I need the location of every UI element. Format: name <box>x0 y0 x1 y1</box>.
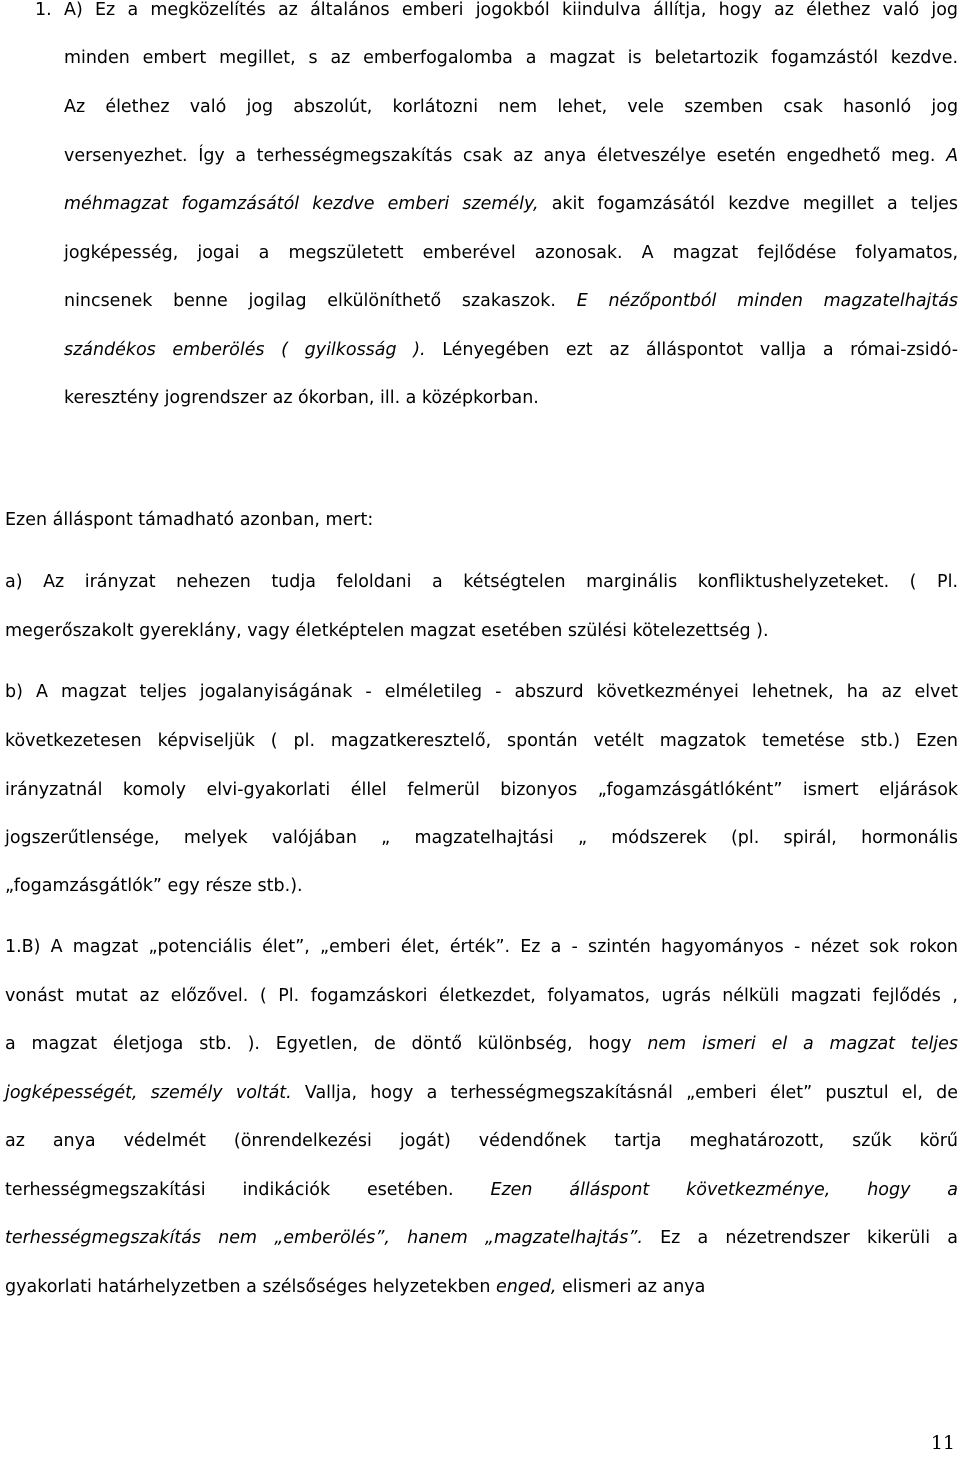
text-span: Ezen álláspont támadható azonban, mert: <box>5 510 374 530</box>
text-span: vonást mutat az előzővel. ( Pl. fogamzáskori életkezdet, folyamatos, ugrás nélküli magzati fejlődés , <box>5 986 958 1006</box>
text-line <box>64 241 958 265</box>
text-line <box>64 192 958 216</box>
text-line <box>64 95 958 119</box>
italic-text: méhmagzat fogamzásától kezdve emberi személy, <box>64 194 539 214</box>
text-span: Ez a nézetrendszer kikerüli a <box>642 1228 958 1248</box>
text-line <box>5 984 958 1008</box>
text-line <box>5 1032 958 1056</box>
text-line <box>5 729 958 753</box>
italic-text: enged, <box>495 1277 557 1297</box>
text-span: jogszerűtlensége, melyek valójában „ magzatelhajtási „ módszerek (pl. spirál, hormonális <box>5 828 958 848</box>
text-line <box>5 935 958 959</box>
text-span: jogképesség, jogai a megszületett emberével azonosak. A magzat fejlődése folyamatos, <box>64 243 959 263</box>
text-line <box>5 1081 958 1105</box>
text-line <box>5 508 373 532</box>
text-span: akit fogamzásától kezdve megillet a teljes <box>538 194 959 214</box>
text-span: irányzatnál komoly elvi-gyakorlati éllel felmerül bizonyos „fogamzásgátlóként” ismert eljárások <box>5 780 958 800</box>
text-line <box>64 338 958 362</box>
text-span: terhességmegszakítási indikációk esetében. <box>5 1180 491 1200</box>
text-line <box>5 826 958 850</box>
text-line <box>5 1226 958 1250</box>
text-span: a) Az irányzat nehezen tudja feloldani a kétségtelen marginális konfliktushelyzeteket. ( Pl. <box>5 572 958 592</box>
italic-text: szándékos emberölés ( gyilkosság ). <box>64 340 426 360</box>
text-line <box>64 386 958 410</box>
text-line <box>5 1275 705 1299</box>
italic-text: E nézőpontból minden magzatelhajtás <box>576 291 959 311</box>
italic-text: terhességmegszakítás nem „emberölés”, hanem „magzatelhajtás”. <box>5 1228 643 1248</box>
text-line <box>5 874 303 898</box>
text-span: gyakorlati határhelyzetben a szélsőséges helyzetekben <box>5 1277 496 1297</box>
text-span: minden embert megillet, s az emberfogalomba a magzat is beletartozik fogamzástól kezdve. <box>64 48 959 68</box>
text-line <box>5 680 958 704</box>
italic-text: Ezen álláspont következménye, hogy a <box>490 1180 958 1200</box>
text-line <box>64 289 958 313</box>
text-span: Lényegében ezt az álláspontot vallja a római-zsidó- <box>425 340 959 360</box>
text-line <box>64 144 958 168</box>
text-span: nincsenek benne jogilag elkülöníthető szakaszok. <box>64 291 577 311</box>
text-line <box>5 1129 958 1153</box>
text-span: b) A magzat teljes jogalanyiságának - elméletileg - abszurd következményei lehetnek, ha az elvet <box>5 682 958 702</box>
text-span: következetesen képviseljük ( pl. magzatkeresztelő, spontán vetélt magzatok temetése stb.) Ezen <box>5 731 958 751</box>
text-span: keresztény jogrendszer az ókorban, ill. a középkorban. <box>64 388 539 408</box>
text-line <box>5 1178 958 1202</box>
text-span: A) Ez a megközelítés az általános emberi jogokból kiindulva állítja, hogy az élethez való jog <box>64 0 959 20</box>
text-line <box>5 619 769 643</box>
text-span: 1.B) A magzat „potenciális élet”, „emberi élet, érték”. Ez a - szintén hagyományos - nézet sok rokon <box>5 937 958 957</box>
text-line <box>5 778 958 802</box>
page-number: 11 <box>930 1432 955 1454</box>
text-span: elismeri az anya <box>556 1277 706 1297</box>
text-span: Az élethez való jog abszolút, korlátozni nem lehet, vele szemben csak hasonló jog <box>64 97 959 117</box>
text-line <box>64 0 958 22</box>
text-line <box>5 570 958 594</box>
italic-text: A <box>946 146 959 166</box>
italic-text: jogképességét, személy voltát. <box>5 1083 292 1103</box>
text-line <box>64 46 958 70</box>
text-span: „fogamzásgátlók” egy része stb.). <box>5 876 303 896</box>
text-span: versenyezhet. Így a terhességmegszakítás csak az anya életveszélye esetén engedhető meg. <box>64 146 947 166</box>
text-span: a magzat életjoga stb. ). Egyetlen, de döntő különbség, hogy <box>5 1034 648 1054</box>
list-item-number: 1. <box>35 0 52 20</box>
text-span: Vallja, hogy a terhességmegszakításnál „emberi élet” pusztul el, de <box>291 1083 958 1103</box>
text-span: az anya védelmét (önrendelkezési jogát) védendőnek tartja meghatározott, szűk körű <box>5 1131 958 1151</box>
text-span: megerőszakolt gyereklány, vagy életképtelen magzat esetében szülési kötelezettség ). <box>5 621 769 641</box>
italic-text: nem ismeri el a magzat teljes <box>647 1034 959 1054</box>
